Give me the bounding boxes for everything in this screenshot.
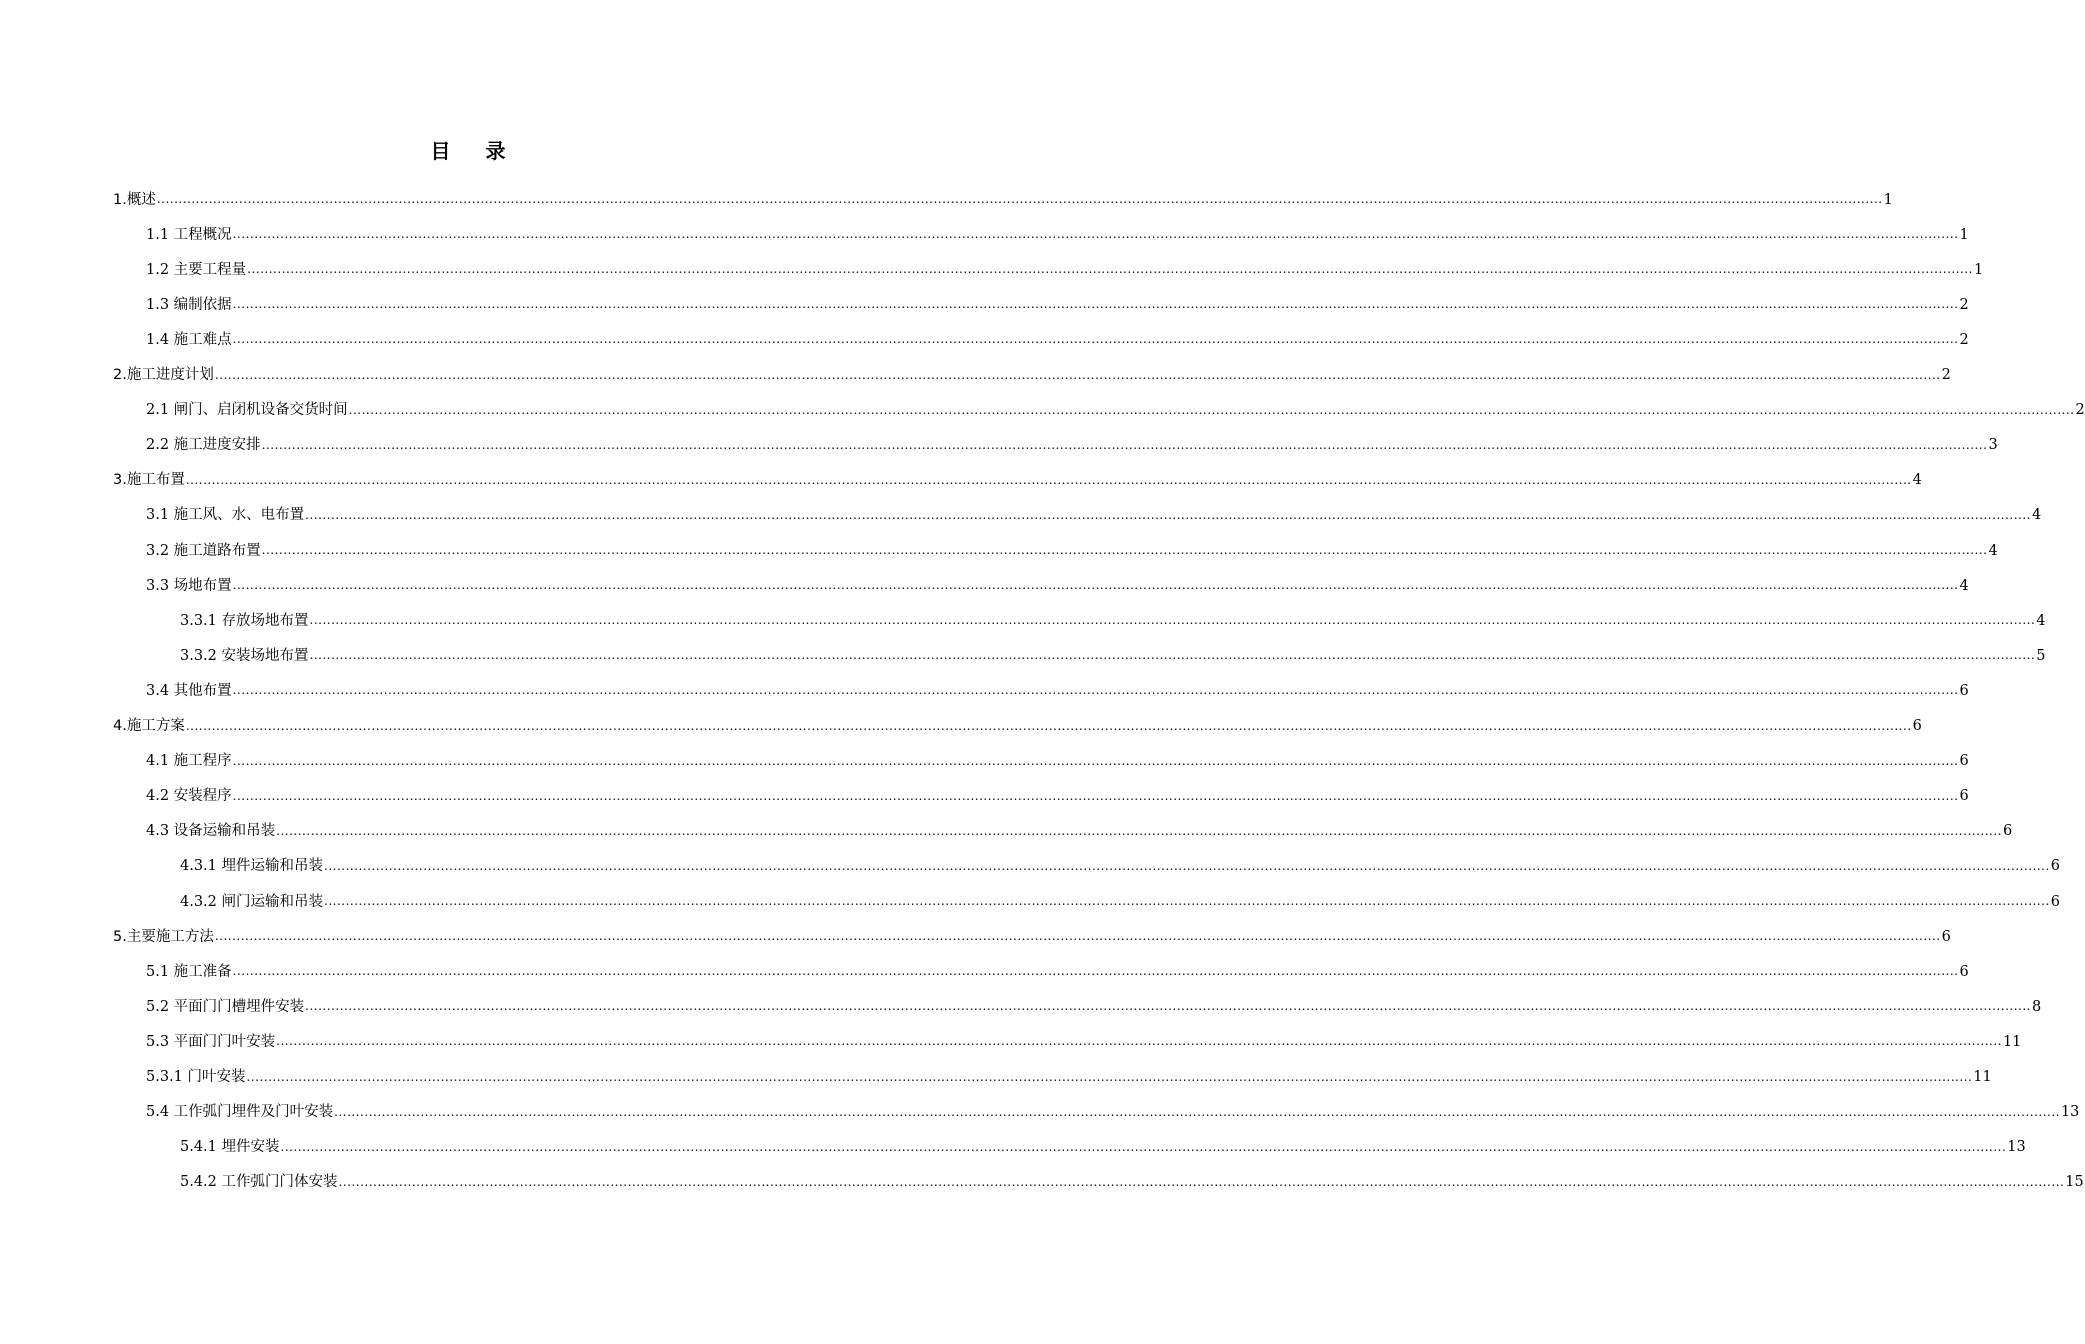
toc-dot-leader: ................................................................................................................................................................................................................................................................................................................................................................................................................ — [232, 227, 1959, 242]
toc-entry-label: 5.4.2 工作弧门门体安装 — [180, 1174, 338, 1191]
toc-entry[interactable] — [146, 1095, 2080, 1130]
toc-dot-leader: ................................................................................................................................................................................................................................................................................................................................................................................................................ — [247, 262, 1973, 277]
toc-dot-leader: ................................................................................................................................................................................................................................................................................................................................................................................................................ — [185, 472, 1912, 487]
toc-dot-leader: ................................................................................................................................................................................................................................................................................................................................................................................................................ — [305, 999, 2031, 1014]
toc-dot-leader: ................................................................................................................................................................................................................................................................................................................................................................................................................ — [232, 964, 1959, 979]
toc-entry[interactable] — [113, 463, 1922, 498]
toc-entry-label: 5.3 平面门门叶安装 — [146, 1033, 276, 1050]
toc-entry-label: 5.主要施工方法 — [113, 928, 214, 945]
toc-entry[interactable] — [146, 568, 1969, 603]
toc-dot-leader: ................................................................................................................................................................................................................................................................................................................................................................................................................ — [214, 929, 1941, 944]
toc-entry-label: 2.1 闸门、启闭机设备交货时间 — [146, 402, 348, 419]
toc-entry-page-number: 8 — [2031, 998, 2042, 1015]
toc-entry-page-number: 1 — [1973, 261, 1984, 278]
toc-dot-leader: ................................................................................................................................................................................................................................................................................................................................................................................................................ — [334, 1104, 2060, 1119]
toc-entry-page-number: 6 — [2002, 823, 2013, 840]
toc-entry-page-number: 4 — [2036, 612, 2046, 629]
toc-entry-page-number: 6 — [1941, 928, 1951, 945]
toc-entry[interactable] — [146, 673, 1969, 708]
toc-entry-page-number: 5 — [2036, 647, 2046, 664]
toc-entry-page-number: 6 — [1959, 963, 1969, 980]
toc-entry-page-number: 1 — [1959, 226, 1969, 243]
toc-entry-label: 5.4.1 埋件安装 — [180, 1139, 280, 1156]
toc-entry-label: 5.2 平面门门槽埋件安装 — [146, 998, 305, 1015]
toc-entry-label: 1.4 施工难点 — [146, 331, 232, 348]
toc-dot-leader: ................................................................................................................................................................................................................................................................................................................................................................................................................ — [232, 753, 1959, 768]
toc-entry-label: 2.2 施工进度安排 — [146, 437, 261, 454]
toc-entry-label: 4.施工方案 — [113, 718, 185, 734]
toc-entry-page-number: 6 — [2050, 893, 2061, 910]
toc-entry-page-number: 6 — [1959, 788, 1969, 805]
toc-entry[interactable] — [113, 358, 1951, 393]
toc-entry[interactable] — [146, 287, 1969, 322]
toc-dot-leader: ................................................................................................................................................................................................................................................................................................................................................................................................................ — [261, 437, 1988, 452]
toc-entry-label: 4.3.2 闸门运输和吊装 — [180, 893, 324, 910]
toc-dot-leader: ................................................................................................................................................................................................................................................................................................................................................................................................................ — [305, 507, 2031, 522]
toc-entry-label: 3.3.1 存放场地布置 — [180, 612, 309, 629]
toc-entry[interactable] — [146, 779, 1969, 814]
toc-entry-page-number: 4 — [1959, 577, 1969, 594]
toc-entry-label: 5.3.1 门叶安装 — [146, 1069, 246, 1085]
toc-entry[interactable] — [180, 884, 2061, 919]
toc-entry[interactable] — [180, 603, 2046, 638]
toc-dot-leader: ................................................................................................................................................................................................................................................................................................................................................................................................................ — [309, 648, 2036, 663]
toc-entry-page-number: 6 — [2050, 858, 2061, 875]
toc-entry-page-number: 3 — [1988, 437, 1998, 454]
toc-entry-page-number: 15 — [2065, 1174, 2084, 1191]
toc-entry-label: 4.3.1 埋件运输和吊装 — [180, 858, 324, 875]
toc-entry-page-number: 11 — [2002, 1033, 2022, 1050]
toc-entry-page-number: 11 — [1973, 1069, 1992, 1085]
toc-dot-leader: ................................................................................................................................................................................................................................................................................................................................................................................................................ — [232, 578, 1959, 593]
toc-entry-label: 3.3.2 安装场地布置 — [180, 647, 309, 664]
toc-entry-label: 4.2 安装程序 — [146, 788, 232, 805]
toc-entry-page-number: 4 — [1988, 542, 1998, 559]
toc-entry[interactable] — [146, 393, 2085, 428]
toc-entry[interactable] — [113, 709, 1922, 744]
toc-dot-leader: ................................................................................................................................................................................................................................................................................................................................................................................................................ — [280, 1139, 2007, 1154]
toc-entry[interactable] — [180, 638, 2046, 673]
toc-dot-leader: ................................................................................................................................................................................................................................................................................................................................................................................................................ — [214, 367, 1941, 382]
toc-entry-label: 3.施工布置 — [113, 472, 185, 489]
toc-entry-label: 4.1 施工程序 — [146, 753, 232, 770]
toc-dot-leader: ................................................................................................................................................................................................................................................................................................................................................................................................................ — [246, 1069, 1973, 1084]
toc-dot-leader: ................................................................................................................................................................................................................................................................................................................................................................................................................ — [276, 823, 2002, 838]
toc-entry-label: 3.2 施工道路布置 — [146, 542, 261, 559]
toc-dot-leader: ................................................................................................................................................................................................................................................................................................................................................................................................................ — [156, 192, 1883, 206]
toc-entry-page-number: 13 — [2060, 1104, 2080, 1121]
toc-entry[interactable] — [180, 1165, 2084, 1200]
toc-entry-label: 4.3 设备运输和吊装 — [146, 823, 276, 840]
toc-entry-label: 3.1 施工风、水、电布置 — [146, 507, 305, 524]
toc-entry[interactable] — [146, 217, 1969, 252]
toc-entry-label: 5.1 施工准备 — [146, 963, 232, 980]
toc-entry[interactable] — [113, 182, 1893, 217]
toc-entry-page-number: 2 — [1959, 331, 1969, 348]
toc-dot-leader: ................................................................................................................................................................................................................................................................................................................................................................................................................ — [309, 613, 2036, 628]
toc-dot-leader: ................................................................................................................................................................................................................................................................................................................................................................................................................ — [232, 297, 1959, 312]
toc-entry-label: 1.概述 — [113, 191, 156, 208]
toc-entry[interactable] — [146, 252, 1984, 287]
toc-entry-label: 5.4 工作弧门埋件及门叶安装 — [146, 1104, 334, 1121]
toc-dot-leader: ................................................................................................................................................................................................................................................................................................................................................................................................................ — [232, 683, 1959, 698]
toc-dot-leader: ................................................................................................................................................................................................................................................................................................................................................................................................................ — [232, 788, 1959, 803]
toc-entry-page-number: 4 — [1912, 472, 1922, 489]
toc-entry-label: 1.1 工程概况 — [146, 226, 232, 243]
toc-entry[interactable] — [180, 849, 2061, 884]
toc-entry-page-number: 6 — [1912, 718, 1922, 734]
toc-entry[interactable] — [146, 954, 1969, 989]
toc-dot-leader: ................................................................................................................................................................................................................................................................................................................................................................................................................ — [261, 543, 1988, 557]
toc-dot-leader: ................................................................................................................................................................................................................................................................................................................................................................................................................ — [185, 718, 1912, 733]
toc-dot-leader: ................................................................................................................................................................................................................................................................................................................................................................................................................ — [324, 858, 2050, 873]
toc-dot-leader: ................................................................................................................................................................................................................................................................................................................................................................................................................ — [232, 332, 1959, 347]
toc-entry-page-number: 2 — [2075, 402, 2085, 419]
toc-entry-label: 2.施工进度计划 — [113, 367, 214, 383]
toc-entry[interactable] — [113, 919, 1951, 954]
toc-entry-page-number: 6 — [1959, 753, 1969, 770]
toc-entry-page-number: 2 — [1941, 367, 1951, 383]
toc-dot-leader: ................................................................................................................................................................................................................................................................................................................................................................................................................ — [276, 1034, 2002, 1049]
toc-entry[interactable] — [146, 1024, 2022, 1059]
toc-entry[interactable] — [146, 989, 2042, 1024]
toc-entry[interactable] — [146, 744, 1969, 779]
toc-title: 目 录 — [430, 139, 520, 163]
toc-entry[interactable] — [146, 1060, 1992, 1095]
toc-entry-page-number: 6 — [1959, 682, 1969, 699]
toc-entry-page-number: 1 — [1883, 191, 1893, 208]
toc-dot-leader: ................................................................................................................................................................................................................................................................................................................................................................................................................ — [348, 402, 2075, 417]
toc-entry-label: 3.3 场地布置 — [146, 577, 232, 594]
toc-entry[interactable] — [146, 428, 1998, 463]
toc-entry-page-number: 13 — [2007, 1139, 2026, 1156]
toc-dot-leader: ................................................................................................................................................................................................................................................................................................................................................................................................................ — [338, 1174, 2065, 1189]
toc-entry-label: 1.2 主要工程量 — [146, 261, 247, 278]
toc-entry[interactable] — [146, 322, 1969, 357]
toc-entry[interactable] — [146, 533, 1998, 568]
toc-entry[interactable] — [146, 814, 2013, 849]
toc-dot-leader: ................................................................................................................................................................................................................................................................................................................................................................................................................ — [324, 894, 2050, 908]
toc-entry-label: 3.4 其他布置 — [146, 682, 232, 699]
toc-entry-label: 1.3 编制依据 — [146, 296, 232, 313]
toc-entry-page-number: 2 — [1959, 296, 1969, 313]
toc-entry[interactable] — [180, 1130, 2026, 1165]
toc-entry-page-number: 4 — [2031, 507, 2042, 524]
toc-entry[interactable] — [146, 498, 2042, 533]
